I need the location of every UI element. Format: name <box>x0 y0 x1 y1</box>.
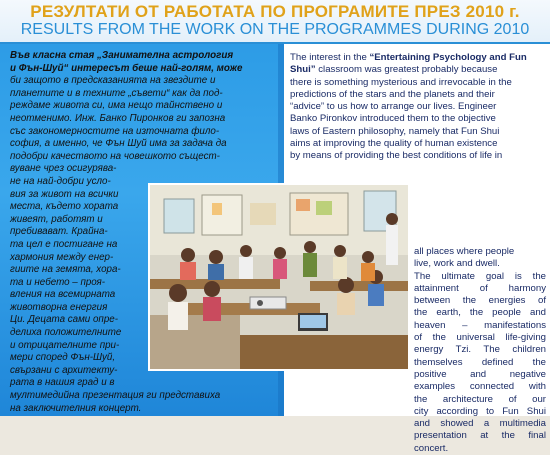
en-text-line: attainment of harmony <box>414 282 546 294</box>
english-article-bottom <box>414 246 546 455</box>
bg-text-line: свързани с архитекту- <box>10 364 118 376</box>
bg-text-line: Във класна стая „Занимателна астрология <box>10 50 234 61</box>
bg-text-line: места, където хората <box>10 201 119 213</box>
bg-text-line: не на най-добри усло- <box>10 175 111 187</box>
title-bulgarian: РЕЗУЛТАТИ ОТ РАБОТАТА ПО ПРОГРАМИТЕ ПРЕЗ 2010 г. <box>30 2 520 21</box>
en-text-line: aims at improving the quality of human existence <box>290 138 498 150</box>
bg-text-line: софия, а именно, че Фън Шуй има за задача да <box>10 138 227 150</box>
en-text-line: The interest in the “Entertaining Psychology and Fun <box>290 52 527 63</box>
bg-text-line: реждаме живота си, има нещо тайнствено и <box>10 100 223 112</box>
bg-text-line: мери според Фън-Шуй, <box>10 352 116 364</box>
bg-text-line: та и небето – проя- <box>10 276 106 288</box>
bg-text-line: планетите и в техните „съвети“ как да под- <box>10 87 223 99</box>
en-text-line: The ultimate goal is the <box>414 270 546 282</box>
bg-text-line: та цел е постигане на <box>10 238 118 250</box>
en-text-line: there is something mysterious and irrevocable in the <box>290 76 512 88</box>
en-text-line: between the energies of <box>414 295 546 307</box>
en-text-line: laws of Eastern philosophy, namely that Fun Shui <box>290 125 500 137</box>
classroom-photo-illustration <box>150 185 408 369</box>
bg-text-line: мултимедийна презентация ги представиха <box>10 390 221 402</box>
en-text-line: predictions of the stars and the planets and their <box>290 88 495 100</box>
en-text-line: of the universal life-giving <box>414 332 546 344</box>
en-text-line: live, work and dwell. <box>414 258 500 270</box>
en-text-line: Shui” classroom was greatest probably because <box>290 64 498 76</box>
bg-text-line: рата в нашия град и в <box>10 377 115 389</box>
bg-text-line: Ци. Децата сами опре- <box>10 314 118 326</box>
bg-text-line: вия за живот на всички <box>10 188 119 200</box>
en-text-line: city according to Fun Shui <box>414 405 546 417</box>
en-text-line: all places where people <box>414 246 515 257</box>
bg-text-line: хармония между енер- <box>10 251 114 263</box>
bg-text-line: със закономерностите на източната фило- <box>10 125 220 137</box>
en-text-line: the earth, the people and <box>414 307 546 319</box>
en-text-line: presentation at the final <box>414 430 546 442</box>
bg-text-line: на заключителния концерт. <box>10 402 142 414</box>
bg-text-line: делиха положителните <box>10 327 122 339</box>
bg-text-line: вления на всемирната <box>10 289 116 301</box>
bg-text-line: и отрицателните при- <box>10 339 120 351</box>
bg-text-line: вуване чрез осигурява- <box>10 163 117 175</box>
bg-text-line: неотменимо. Инж. Банко Пиронков ги запозна <box>10 112 226 124</box>
en-text-line: concert. <box>414 442 449 454</box>
en-text-line: by means of providing the best conditions of life in <box>290 150 503 162</box>
bg-text-line: и Фън-Шуй“ интересът беше най-голям, може <box>10 62 243 74</box>
en-text-line: heaven – manifestations <box>414 319 546 331</box>
en-text-line: the architecture of our <box>414 393 546 405</box>
en-text-line: themselves defined the <box>414 356 546 368</box>
title-english: RESULTS FROM THE WORK ON THE PROGRAMMES DURING 2010 <box>20 21 530 38</box>
en-text-line: examples connected with <box>414 381 546 393</box>
classroom-photo <box>148 183 410 371</box>
bg-text-line: би защото в предсказанията на звездите и <box>10 75 216 87</box>
en-text-line: and showed a multimedia <box>414 418 546 430</box>
bg-text-line: животворна енергия <box>10 301 108 313</box>
en-text-line: energy Tzi. The children <box>414 344 546 356</box>
english-article-top <box>290 52 544 163</box>
en-text-line: “advice” to us how to arrange our lives. Engineer <box>290 101 497 113</box>
en-text-line: Banko Pironkov introduced them to the objective <box>290 113 496 125</box>
bg-text-line: пребивават. Крайна- <box>10 226 108 238</box>
bg-text-line: подобри качеството на човешкото същест- <box>10 150 220 162</box>
en-text-line: positive and negative <box>414 368 546 380</box>
bg-text-line: живеят, работят и <box>10 213 103 225</box>
bg-text-line: гиите на земята, хора- <box>10 264 121 276</box>
